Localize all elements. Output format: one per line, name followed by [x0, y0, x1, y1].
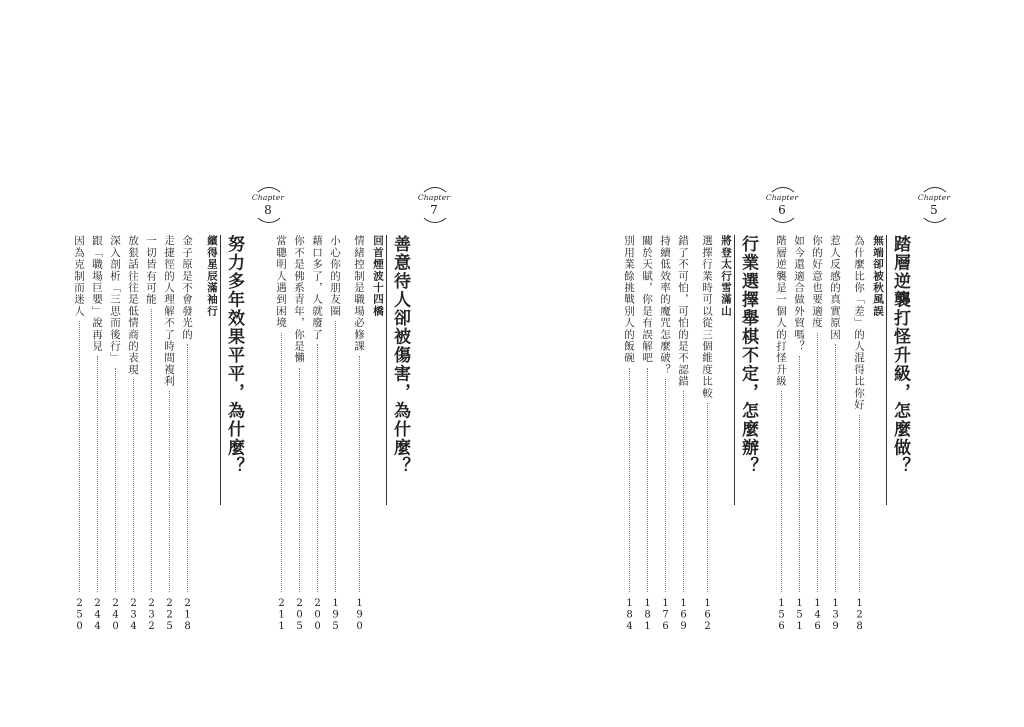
toc-entry[interactable] — [850, 235, 868, 640]
leader-dots — [299, 368, 300, 592]
toc-entry[interactable] — [808, 235, 826, 640]
entry-page: 176 — [660, 598, 671, 633]
toc-entry[interactable] — [826, 235, 844, 640]
right-page — [512, 0, 1024, 727]
leader-dots — [359, 356, 360, 592]
toc-entry[interactable] — [772, 235, 790, 640]
entry-title: 跟「職場巨嬰」說再見 — [91, 235, 103, 352]
toc-entry[interactable] — [790, 235, 808, 640]
entry-title: 走捷徑的人理解不了時間複利 — [163, 235, 175, 388]
entry-title: 藉口多了，人就廢了 — [311, 235, 323, 341]
entry-page: 250 — [74, 598, 85, 633]
entry-title: 關於天賦，你是有誤解吧 — [641, 235, 653, 364]
chapter-number: 7 — [430, 203, 438, 217]
toc-entry[interactable] — [178, 235, 196, 640]
leader-dots — [169, 391, 170, 592]
entry-title: 選擇行業時可以從三個維度比較 — [701, 235, 713, 399]
section-text: 繽得星辰滿袖行 — [206, 235, 218, 317]
section-heading — [368, 235, 386, 317]
entry-title: 小心你的朋友圈 — [329, 235, 341, 317]
toc-entry[interactable] — [326, 235, 344, 640]
entry-page: 205 — [294, 598, 305, 633]
section-text: 回首煙波十四橋 — [372, 235, 384, 317]
entry-title: 深入剖析「三思而後行」 — [109, 235, 121, 364]
chapter-title: 踏層逆襲打怪升級，怎麼做？ — [886, 235, 911, 505]
leader-dots — [835, 344, 836, 592]
entry-title: 惹人反感的真實原因 — [829, 235, 841, 341]
entry-title: 為什麼比你「差」的人混得比你好 — [853, 235, 865, 411]
leader-dots — [115, 368, 116, 592]
entry-page: 190 — [354, 598, 365, 633]
chapter-badge — [417, 185, 451, 225]
entry-title: 持續低效率的魔咒怎麼破？ — [659, 235, 671, 376]
section-text: 無端卻被秋風誤 — [872, 235, 884, 317]
entry-page: 151 — [794, 598, 805, 633]
section-heading — [868, 235, 886, 317]
entry-title: 如今還適合做外貿嗎？ — [793, 235, 805, 352]
entry-title: 一切皆有可能 — [145, 235, 157, 306]
entry-page: 218 — [182, 598, 193, 633]
entry-title: 你不是佛系青年，你是懶 — [293, 235, 305, 364]
leader-dots — [817, 333, 818, 592]
entry-page: 200 — [312, 598, 323, 633]
entry-page: 240 — [110, 598, 121, 633]
entry-title: 放狠話往往是低情商的表現 — [127, 235, 139, 376]
entry-title: 你的好意也要適度 — [811, 235, 823, 329]
toc-entry[interactable] — [290, 235, 308, 640]
entry-title: 情緒控制是職場必修課 — [353, 235, 365, 352]
chapter-number: 6 — [778, 203, 786, 217]
leader-dots — [187, 344, 188, 592]
leader-dots — [629, 368, 630, 592]
chapter-8 — [70, 185, 285, 645]
toc-entry[interactable] — [656, 235, 674, 640]
chapter-number: 8 — [264, 203, 272, 217]
section-heading — [202, 235, 220, 317]
leader-dots — [317, 344, 318, 592]
leader-dots — [79, 321, 80, 592]
entry-title: 因為克制而迷人 — [73, 235, 85, 317]
section-heading — [716, 235, 734, 317]
chapter-label: Chapter — [765, 193, 799, 202]
chapter-7 — [272, 185, 451, 645]
entry-title: 當聰明人遇到困境 — [275, 235, 287, 329]
toc-entry[interactable] — [272, 235, 290, 640]
leader-dots — [281, 333, 282, 592]
leader-dots — [707, 403, 708, 592]
leader-dots — [335, 321, 336, 592]
chapter-label: Chapter — [251, 193, 285, 202]
leader-dots — [133, 379, 134, 592]
entry-page: 139 — [830, 598, 841, 633]
chapter-columns — [70, 185, 245, 645]
entry-page: 195 — [330, 598, 341, 633]
entry-page: 211 — [276, 598, 287, 633]
entry-page: 128 — [854, 598, 865, 633]
entry-page: 162 — [702, 598, 713, 633]
toc-entry[interactable] — [160, 235, 178, 640]
leader-dots — [151, 309, 152, 592]
entry-page: 225 — [164, 598, 175, 633]
chapter-5 — [772, 185, 951, 645]
chapter-columns — [272, 185, 411, 645]
entry-title: 階層逆襲是一個人的打怪升級 — [775, 235, 787, 388]
entry-page: 184 — [624, 598, 635, 633]
entry-page: 181 — [642, 598, 653, 633]
entry-page: 169 — [678, 598, 689, 633]
toc-entry[interactable] — [88, 235, 106, 640]
toc-entry[interactable] — [106, 235, 124, 640]
toc-entry[interactable] — [674, 235, 692, 640]
toc-entry[interactable] — [142, 235, 160, 640]
chapter-title: 努力多年效果平平，為什麼？ — [220, 235, 245, 505]
toc-entry[interactable] — [698, 235, 716, 640]
entry-title: 金子原是不會發光的 — [181, 235, 193, 341]
chapter-columns — [772, 185, 911, 645]
entry-page: 156 — [776, 598, 787, 633]
leader-dots — [859, 415, 860, 593]
entry-page: 232 — [146, 598, 157, 633]
section-text: 將登太行雪滿山 — [720, 235, 732, 317]
toc-entry[interactable] — [620, 235, 638, 640]
chapter-label: Chapter — [417, 193, 451, 202]
leader-dots — [683, 391, 684, 592]
chapter-badge — [917, 185, 951, 225]
chapter-number: 5 — [930, 203, 938, 217]
toc-entry[interactable] — [70, 235, 88, 640]
entry-page: 146 — [812, 598, 823, 633]
toc-entry[interactable] — [350, 235, 368, 640]
toc-entry[interactable] — [308, 235, 326, 640]
leader-dots — [781, 391, 782, 592]
chapter-columns — [620, 185, 759, 645]
leader-dots — [97, 356, 98, 592]
entry-title: 錯了不可怕，可怕的是不認錯 — [677, 235, 689, 388]
chapter-title: 善意待人卻被傷害，為什麼？ — [386, 235, 411, 505]
entry-title: 別用業餘挑戰別人的飯碗 — [623, 235, 635, 364]
chapter-title: 行業選擇舉棋不定，怎麼辦？ — [734, 235, 759, 505]
toc-entry[interactable] — [638, 235, 656, 640]
entry-page: 244 — [92, 598, 103, 633]
entry-page: 234 — [128, 598, 139, 633]
leader-dots — [665, 379, 666, 592]
leader-dots — [799, 356, 800, 592]
chapter-label: Chapter — [917, 193, 951, 202]
toc-entry[interactable] — [124, 235, 142, 640]
leader-dots — [647, 368, 648, 592]
